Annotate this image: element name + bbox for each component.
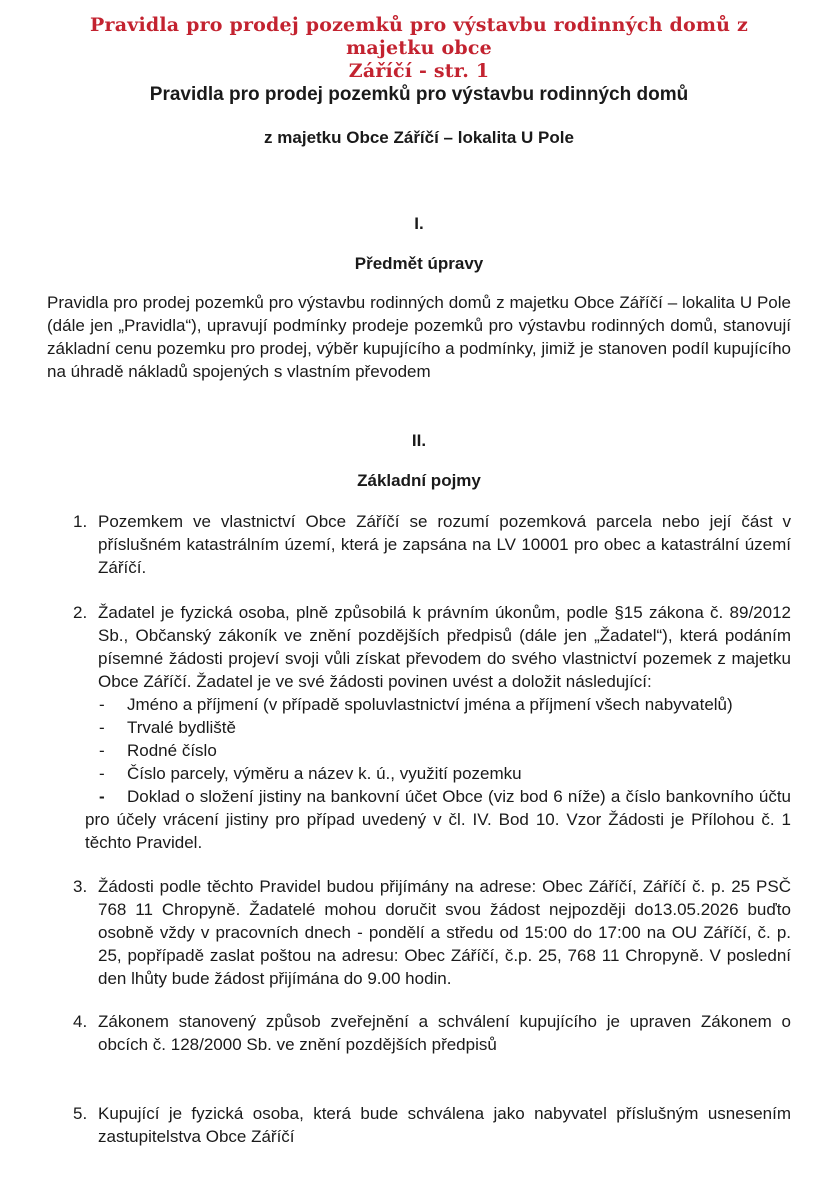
section-1-heading: Předmět úpravy xyxy=(354,254,484,273)
page-header-red-line-2: Záříčí - str. 1 xyxy=(348,60,490,82)
dash-glyph: - xyxy=(99,764,105,783)
item-number: 4. xyxy=(73,1012,88,1031)
dash-glyph: - xyxy=(99,787,105,806)
dash-glyph: - xyxy=(99,695,105,714)
document-title: Pravidla pro prodej pozemků pro výstavbu rodinných domů xyxy=(149,84,689,105)
bullet-text: Jméno a příjmení (v případě spoluvlastnictví jména a příjmení všech nabyvatelů) xyxy=(127,695,733,714)
item-text: Kupující je fyzická osoba, která bude schválena jako nabyvatel příslušným usnesením zastupitelstva Obce Záříčí xyxy=(98,1104,791,1146)
dash-bullet-item xyxy=(47,762,791,785)
dash-glyph: - xyxy=(99,741,105,760)
dash-bullet-item xyxy=(47,716,791,739)
bullet-text: Číslo parcely, výměru a název k. ú., využití pozemku xyxy=(127,764,522,783)
item-number: 2. xyxy=(73,603,88,622)
bullet-text: Trvalé bydliště xyxy=(127,718,236,737)
dash-bullet-item-last xyxy=(47,785,791,854)
dash-glyph: - xyxy=(99,718,105,737)
section-1-number: I. xyxy=(414,214,424,233)
numbered-item-4 xyxy=(47,1010,791,1056)
dash-bullet-item xyxy=(47,739,791,762)
numbered-item-5 xyxy=(47,1102,791,1148)
document-subtitle: z majetku Obce Záříčí – lokalita U Pole xyxy=(264,128,574,147)
item-number: 5. xyxy=(73,1104,88,1123)
dash-bullet-item xyxy=(47,693,791,716)
item-number: 1. xyxy=(73,512,88,531)
numbered-item-3 xyxy=(47,875,791,990)
section-2-number: II. xyxy=(411,431,427,450)
item-text: Pozemkem ve vlastnictví Obce Záříčí se rozumí pozemková parcela nebo její část v příslušném katastrálním území, která je zapsána na LV 10001 pro obec a katastrální území Záříčí. xyxy=(98,512,791,577)
section-2-heading: Základní pojmy xyxy=(357,471,481,490)
item-text: Žádosti podle těchto Pravidel budou přijímány na adrese: Obec Záříčí, Záříčí č. p. 25 PSČ 768 11 Chropyně. Žadatelé mohou doručit svou žádost nejpozději do13.05.2026 buďto osobně vždy v pracovních dnech - pondělí a středu od 15:00 do 17:00 na OU Záříčí, č. p. 25, popřípadě zaslat poštou na adresu: Obec Záříčí, č.p. 25, 768 11 Chropyně. V poslední den lhůty bude žádost přijímána do 9.00 hodin. xyxy=(98,877,791,988)
bullet-text: Doklad o složení jistiny na bankovní účet Obce (viz bod 6 níže) a číslo bankovního účtu pro účely vrácení jistiny pro případ uvedený v čl. IV. Bod 10. Vzor Žádosti je Přílohou č. 1 těchto Pravidel. xyxy=(85,787,791,852)
page-header-red xyxy=(47,14,791,83)
numbered-item-1 xyxy=(47,510,791,579)
bullet-text: Rodné číslo xyxy=(127,741,217,760)
numbered-item-2 xyxy=(47,601,791,693)
item-number: 3. xyxy=(73,877,88,896)
section-1-paragraph: Pravidla pro prodej pozemků pro výstavbu rodinných domů z majetku Obce Záříčí – lokalita U Pole (dále jen „Pravidla“), upravují podmínky prodeje pozemků pro výstavbu rodinných domů, stanovují základní cenu pozemku pro prodej, výběr kupujícího a podmínky, jimiž je stanoven podíl kupujícího na úhradě nákladů spojených s vlastním převodem xyxy=(47,293,791,381)
item-text: Zákonem stanovený způsob zveřejnění a schválení kupujícího je upraven Zákonem o obcích č. 128/2000 Sb. ve znění pozdějších předpisů xyxy=(98,1012,791,1054)
item-text: Žadatel je fyzická osoba, plně způsobilá k právním úkonům, podle §15 zákona č. 89/2012 Sb., Občanský zákoník ve znění pozdějších předpisů (dále jen „Žadatel“), která podáním písemné žádosti projeví svoji vůli získat převodem do svého vlastnictví pozemek z majetku Obce Záříčí. Žadatel je ve své žádosti povinen uvést a doložit následující: xyxy=(98,603,791,691)
page-header-red-line-1: Pravidla pro prodej pozemků pro výstavbu rodinných domů z majetku obce xyxy=(90,14,748,59)
